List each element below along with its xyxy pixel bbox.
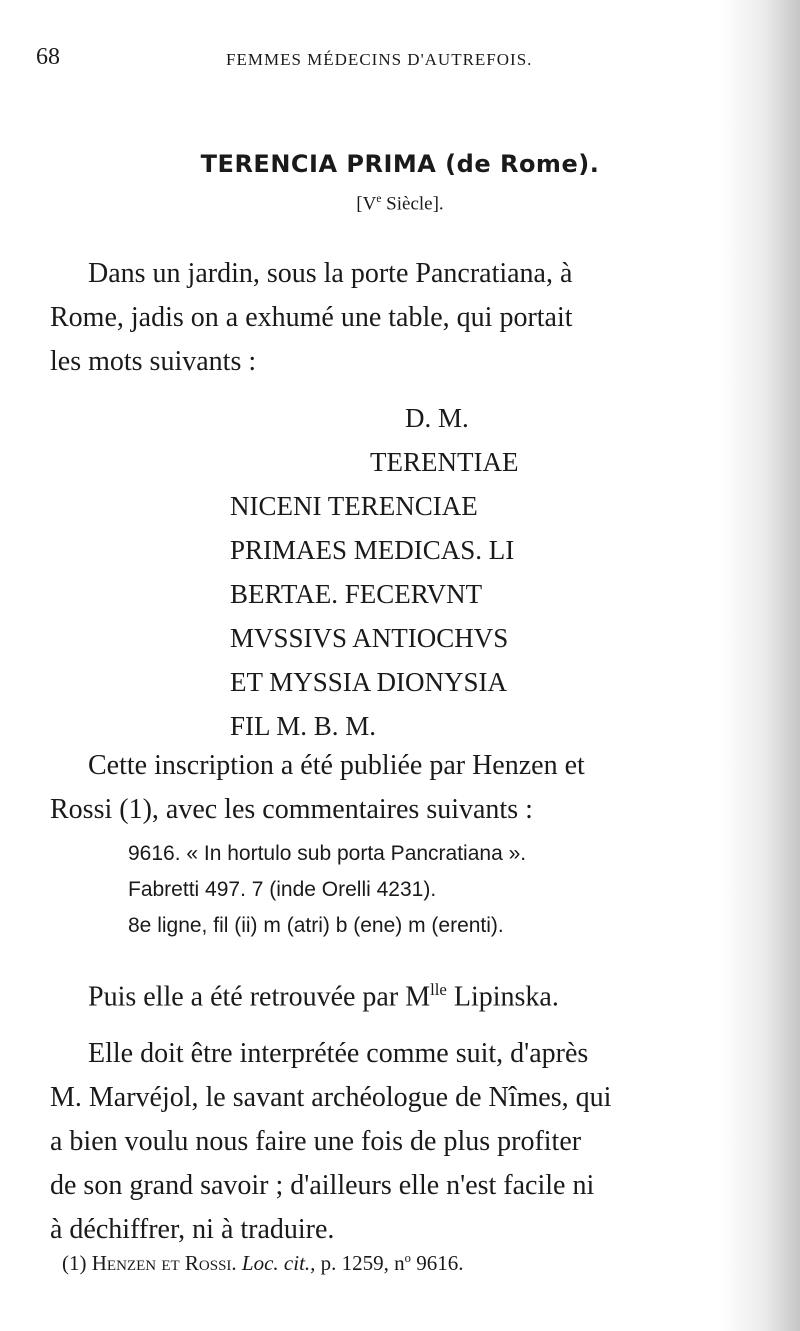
section-title-main: TERENCIA PRIMA (de Rome). [200, 150, 600, 178]
footnote-ref-before: p. 1259, n [315, 1251, 405, 1275]
footnote-authors: Henzen et Rossi. [91, 1251, 237, 1275]
inscription-line: TERENTIAE [370, 447, 519, 477]
inscription-line: D. M. [405, 403, 469, 433]
inscription-line: PRIMAES MEDICAS. LI [230, 535, 515, 565]
running-title: FEMMES MÉDECINS D'AUTREFOIS. [226, 50, 533, 69]
inscription-block [230, 396, 650, 748]
section-title [0, 150, 800, 178]
intro-line: Rome, jadis on a exhumé une table, qui portait [50, 302, 573, 333]
publication-line: Cette inscription a été publiée par Henzen et [88, 750, 585, 781]
inscription-line: BERTAE. FECERVNT [230, 579, 483, 609]
footnote-ref-after: 9616. [410, 1251, 464, 1275]
quote-line: 8e ligne, fil (ii) m (atri) b (ene) m (erenti). [128, 914, 504, 937]
footnote-number: (1) [62, 1251, 87, 1275]
century-rest: Siècle]. [381, 193, 444, 215]
interpretation-line: Elle doit être interprétée comme suit, d'après [88, 1038, 589, 1069]
century-open: [V [356, 193, 377, 215]
inscription-line: ET MYSSIA DIONYSIA [230, 667, 508, 697]
publication-paragraph [50, 744, 740, 832]
interpretation-line: à déchiffrer, ni à traduire. [50, 1214, 335, 1245]
lipinska-sup: lle [430, 980, 447, 999]
lipinska-line [50, 968, 740, 1019]
quote-line: Fabretti 497. 7 (inde Orelli 4231). [128, 878, 437, 901]
quote-line: 9616. « In hortulo sub porta Pancratiana ». [128, 842, 527, 865]
publication-line: Rossi (1), avec les commentaires suivants : [50, 794, 533, 825]
commentary-quote [128, 836, 728, 944]
intro-line: les mots suivants : [50, 346, 257, 377]
inscription-line: MVSSIVS ANTIOCHVS [230, 623, 509, 653]
interpretation-line: de son grand savoir ; d'ailleurs elle n'est facile ni [50, 1170, 595, 1201]
interpretation-paragraph [50, 1032, 740, 1252]
lipinska-paragraph [50, 968, 740, 1019]
century-sup: e [376, 193, 382, 205]
lipinska-after: Lipinska. [446, 981, 559, 1013]
lipinska-before: Puis elle a été retrouvée par M [88, 981, 431, 1013]
interpretation-line: M. Marvéjol, le savant archéologue de Nîmes, qui [50, 1082, 612, 1113]
page-number: 68 [36, 44, 60, 70]
intro-paragraph [50, 252, 740, 384]
section-subtitle [0, 193, 800, 215]
inscription-line: NICENI TERENCIAE [230, 491, 478, 521]
footnote-ref-sup: o [404, 1251, 411, 1265]
inscription-line: FIL M. B. M. [230, 711, 377, 741]
footnote-loc: Loc. cit., [241, 1251, 316, 1275]
interpretation-line: a bien voulu nous faire une fois de plus profiter [50, 1126, 582, 1157]
footnote [62, 1251, 742, 1276]
page-header [36, 40, 736, 80]
intro-line: Dans un jardin, sous la porte Pancratiana, à [88, 258, 573, 289]
